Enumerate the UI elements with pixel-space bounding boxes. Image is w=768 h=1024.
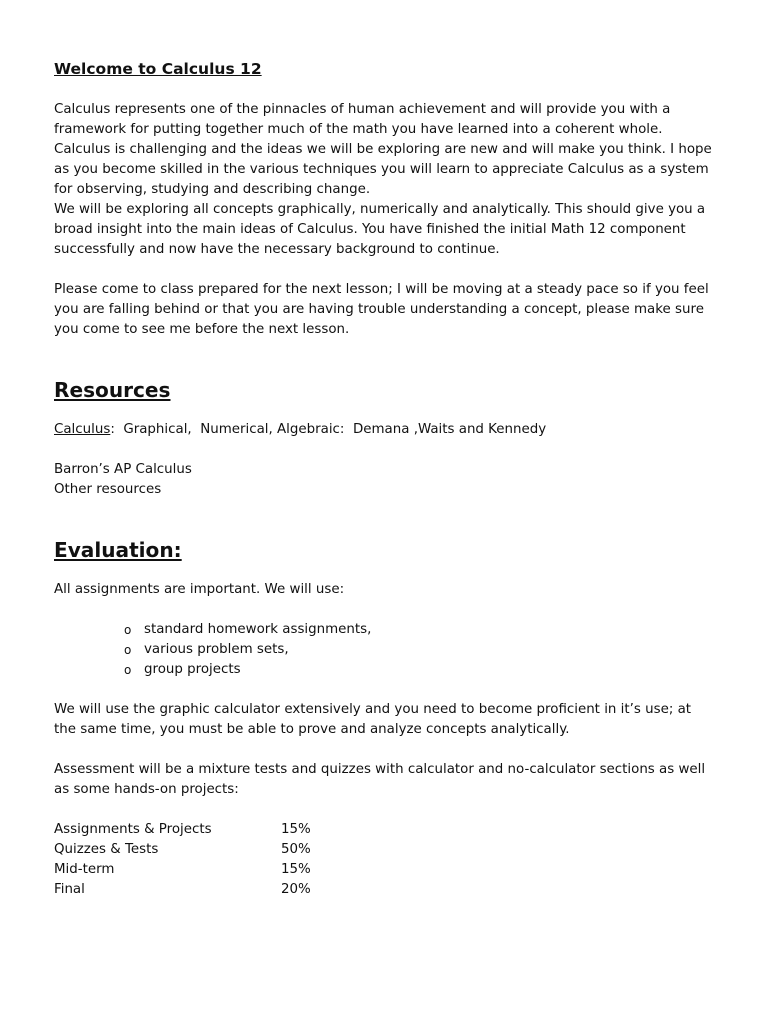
textbook-title: Calculus	[54, 422, 111, 437]
grade-label: Assignments & Projects	[54, 822, 212, 837]
spacer	[54, 560, 714, 580]
grade-row	[54, 820, 714, 840]
spacer	[54, 400, 714, 420]
resources-barrons: Barron’s AP Calculus	[54, 462, 192, 477]
bullet-icon: o	[124, 663, 132, 677]
resources-textbook	[54, 420, 714, 440]
grade-row	[54, 860, 714, 880]
list-item	[54, 640, 714, 660]
list-item	[54, 620, 714, 640]
grade-value: 50%	[281, 842, 311, 857]
grade-value: 15%	[281, 862, 311, 877]
resources-heading: Resources	[54, 378, 171, 402]
grade-row	[54, 880, 714, 900]
list-item	[54, 660, 714, 680]
page-title: Welcome to Calculus 12	[54, 60, 262, 78]
list-item-text: group projects	[144, 662, 241, 677]
evaluation-heading: Evaluation:	[54, 538, 182, 562]
textbook-details: : Graphical, Numerical, Algebraic: Demana ,Waits and Kennedy	[110, 422, 547, 437]
intro-paragraph-2: We will be exploring all concepts graphically, numerically and analytically. This should give you a broad insight into the main ideas of Calculus. You have finished the initial Math 12 component successfully and now have the necessary background to continue.	[54, 202, 706, 257]
spacer	[54, 600, 714, 620]
spacer	[54, 260, 714, 280]
spacer	[54, 680, 714, 700]
intro-paragraph-1: Calculus represents one of the pinnacles of human achievement and will provide you with a framework for putting together much of the math you have learned into a coherent whole. Calculus is challenging and the ideas we will be exploring are new and will make you think. I hope as you become skilled in the various techniques you will learn to appreciate Calculus as a system for observing, studying and describing change.	[54, 102, 712, 197]
grade-value: 15%	[281, 822, 311, 837]
spacer	[54, 740, 714, 760]
grade-label: Quizzes & Tests	[54, 842, 159, 857]
resources-other: Other resources	[54, 482, 162, 497]
assignment-list	[54, 620, 714, 680]
spacer	[54, 800, 714, 820]
bullet-icon: o	[124, 643, 132, 657]
evaluation-intro: All assignments are important. We will use:	[54, 582, 345, 597]
grade-label: Mid-term	[54, 862, 115, 877]
grade-row	[54, 840, 714, 860]
spacer	[54, 80, 714, 100]
grade-value: 20%	[281, 882, 311, 897]
spacer	[54, 340, 714, 380]
calculator-note: We will use the graphic calculator extensively and you need to become proficient in it’s use; at the same time, you must be able to prove and analyze concepts analytically.	[54, 702, 692, 737]
assessment-note: Assessment will be a mixture tests and quizzes with calculator and no-calculator sections as well as some hands-on projects:	[54, 762, 706, 797]
grade-breakdown	[54, 820, 714, 900]
grade-label: Final	[54, 882, 85, 897]
bullet-icon: o	[124, 623, 132, 637]
spacer	[54, 440, 714, 460]
document-page	[54, 58, 714, 900]
spacer	[54, 500, 714, 540]
list-item-text: standard homework assignments,	[144, 622, 372, 637]
list-item-text: various problem sets,	[144, 642, 289, 657]
intro-paragraph-3: Please come to class prepared for the next lesson; I will be moving at a steady pace so if you feel you are falling behind or that you are having trouble understanding a concept, please make sure you come to see me before the next lesson.	[54, 282, 709, 337]
